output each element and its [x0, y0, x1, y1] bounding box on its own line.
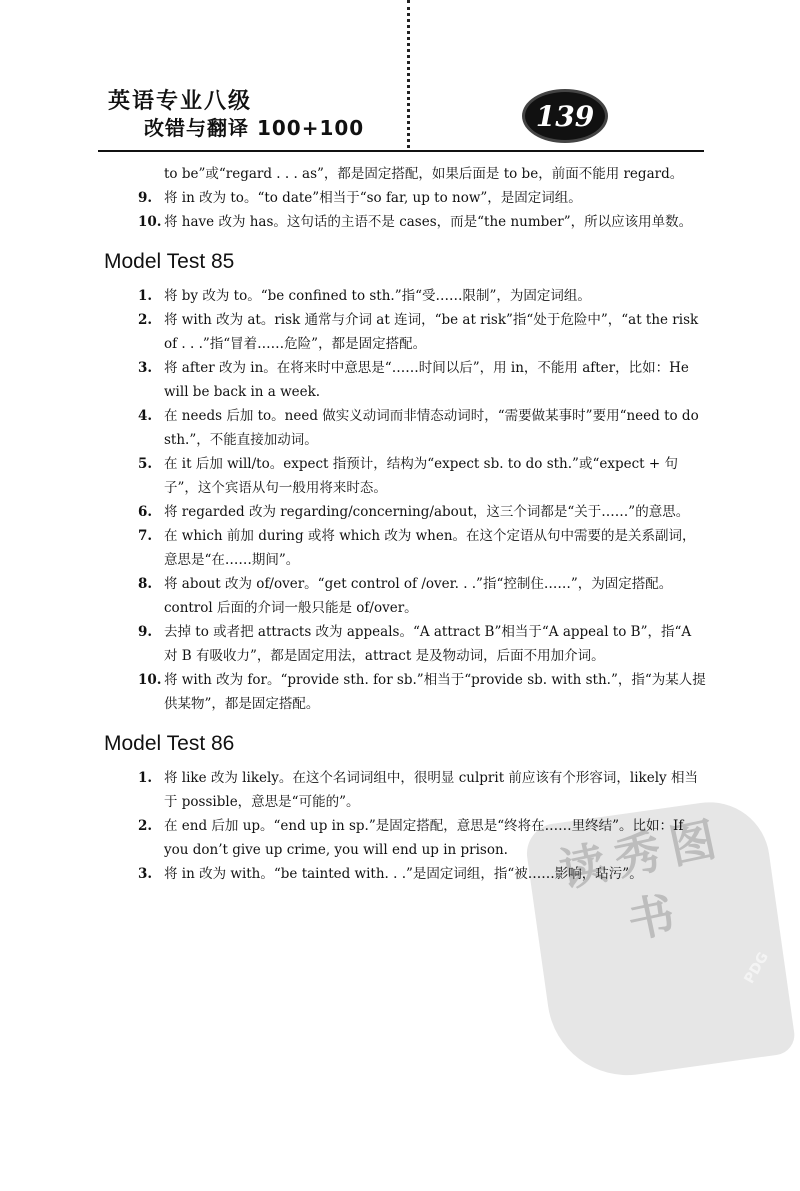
- item-text: 将 with 改为 for。“provide sth. for sb.”相当于“provide sb. with sth.”，指“为某人提供某物”，都是固定搭配。: [164, 672, 706, 712]
- item-number: 10.: [138, 214, 162, 230]
- page-content: [104, 162, 708, 886]
- item-number: 5.: [138, 456, 153, 472]
- item-text: 在 which 前加 during 或将 which 改为 when。在这个定语从句中需要的是关系副词，意思是“在……期间”。: [164, 528, 696, 568]
- list-item: [104, 186, 708, 210]
- item-text: 将 have 改为 has。这句话的主语不是 cases，而是“the number”，所以应该用单数。: [164, 214, 693, 230]
- list-item: [104, 308, 708, 356]
- list-item: [104, 620, 708, 668]
- item-number: 1.: [138, 288, 153, 304]
- item-text: 将 regarded 改为 regarding/concerning/about，这三个词都是“关于……”的意思。: [164, 504, 690, 520]
- item-text: 在 it 后加 will/to。expect 指预计，结构为“expect sb. to do sth.”或“expect + 句子”，这个宾语从句一般用将来时态。: [164, 456, 678, 496]
- list-item: [104, 500, 708, 524]
- item-number: 8.: [138, 576, 153, 592]
- continuation-paragraph: to be”或“regard . . . as”，都是固定搭配，如果后面是 to be，前面不能用 regard。: [164, 166, 684, 182]
- page-number-badge: 139: [522, 89, 608, 143]
- list-item: [104, 452, 708, 500]
- list-item: [104, 524, 708, 572]
- section-title: Model Test 86: [104, 732, 235, 755]
- item-text: 将 by 改为 to。“be confined to sth.”指“受……限制”，为固定词组。: [164, 288, 591, 304]
- section-title: Model Test 85: [104, 250, 235, 273]
- list-item: [104, 210, 708, 234]
- header-rule: [98, 150, 704, 152]
- binding-dots: [407, 0, 410, 148]
- list-item: [104, 404, 708, 452]
- item-text: 将 about 改为 of/over。“get control of /over. . .”指“控制住……”，为固定搭配。control 后面的介词一般只能是 of/over。: [164, 576, 673, 616]
- watermark-pdg: PDG: [741, 949, 772, 987]
- list-item: [104, 284, 708, 308]
- item-number: 3.: [138, 360, 153, 376]
- list-item: [104, 766, 708, 814]
- watermark-text: 读秀图书: [554, 809, 731, 949]
- list-item: [104, 814, 708, 862]
- item-number: 3.: [138, 866, 153, 882]
- book-title-line1: 英语专业八级: [108, 89, 253, 114]
- item-text: 将 in 改为 with。“be tainted with. . .”是固定词组，指“被……影响，玷污”。: [164, 866, 643, 882]
- list-item: [104, 572, 708, 620]
- item-number: 4.: [138, 408, 153, 424]
- item-number: 7.: [138, 528, 153, 544]
- item-number: 2.: [138, 818, 153, 834]
- item-number: 10.: [138, 672, 162, 688]
- item-number: 9.: [138, 190, 153, 206]
- item-number: 9.: [138, 624, 153, 640]
- item-text: 将 like 改为 likely。在这个名词词组中，很明显 culprit 前应该有个形容词，likely 相当于 possible，意思是“可能的”。: [164, 770, 698, 810]
- item-text: 去掉 to 或者把 attracts 改为 appeals。“A attract B”相当于“A appeal to B”，指“A 对 B 有吸收力”，都是固定用法，attract 是及物动词，后面不用加介词。: [164, 624, 692, 664]
- item-text: 在 end 后加 up。“end up in sp.”是固定搭配，意思是“终将在……里终结”。比如：If you don’t give up crime, you will end up in prison.: [164, 818, 684, 858]
- list-item: [104, 668, 708, 716]
- book-title: [108, 88, 364, 141]
- item-text: 在 needs 后加 to。need 做实义动词而非情态动词时，“需要做某事时”要用“need to do sth.”，不能直接加动词。: [164, 408, 699, 448]
- item-number: 1.: [138, 770, 153, 786]
- item-number: 6.: [138, 504, 153, 520]
- book-title-line2: 改错与翻译 100+100: [144, 115, 365, 140]
- item-text: 将 with 改为 at。risk 通常与介词 at 连词，“be at risk”指“处于危险中”，“at the risk of . . .”指“冒着……危险”，都是固定搭配。: [164, 312, 699, 352]
- list-item: [104, 862, 708, 886]
- list-item: [104, 356, 708, 404]
- item-text: 将 after 改为 in。在将来时中意思是“……时间以后”，用 in，不能用 after，比如：He will be back in a week.: [164, 360, 689, 400]
- item-text: 将 in 改为 to。“to date”相当于“so far, up to now”，是固定词组。: [164, 190, 582, 206]
- item-number: 2.: [138, 312, 153, 328]
